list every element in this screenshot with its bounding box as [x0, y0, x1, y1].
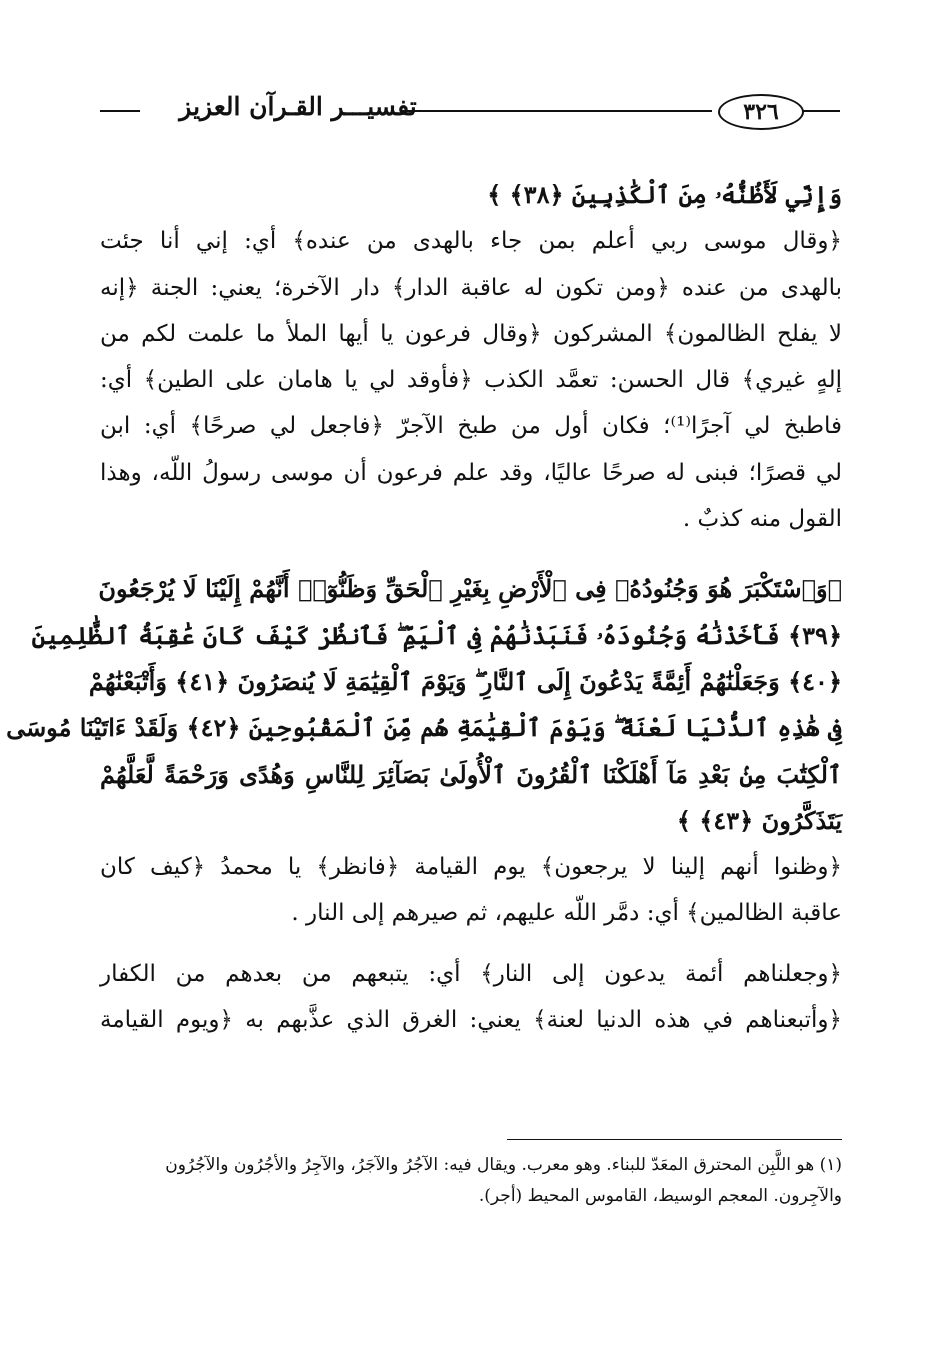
commentary-line: ﴿وقال موسى ربي أعلم بمن جاء بالهدى من عنده﴾ أي: إني أنا جئت — [100, 228, 842, 255]
commentary-line: بالهدى من عنده ﴿ومن تكون له عاقبة الدار﴾ دار الآخرة؛ يعني: الجنة ﴿إنه — [100, 274, 842, 301]
quran-verse-line: ﴿٣٩﴾ فَأَخَذْنَٰهُ وَجُنُودَهُۥ فَنَبَذْنَٰهُمْ فِى ٱلْيَمِّ ۖ فَٱنظُرْ كَيْفَ كَانَ عَٰقِبَةُ ٱلظَّٰلِمِينَ — [31, 620, 842, 650]
main-text — [6, 172, 843, 1043]
commentary-line: إلهٍ غيري﴾ قال الحسن: تعمَّد الكذب ﴿فأوقد لي يا هامان على الطين﴾ أي: — [100, 367, 842, 394]
quran-verse-line: ﴿وَٱسْتَكْبَرَ هُوَ وَجُنُودُهُۥ فِى ٱلْأَرْضِ بِغَيْرِ ٱلْحَقِّ وَظَنُّوٓا۟ أَنَّهُمْ إِلَيْنَا لَا يُرْجَعُونَ — [98, 574, 842, 604]
page-header — [100, 88, 840, 136]
footnote-separator — [507, 1139, 842, 1140]
header-rule-left — [100, 110, 140, 112]
commentary-line: لا يفلح الظالمون﴾ المشركون ﴿وقال فرعون يا أيها الملأ ما علمت لكم من — [100, 320, 842, 347]
quran-verse-line: وَإِنِّي لَأَظُنُّهُۥ مِنَ ٱلْكَٰذِبِينَ ﴿٣٨﴾ ﴾ — [487, 180, 842, 209]
quran-verse-line: فِى هَٰذِهِ ٱلدُّنْيَا لَعْنَةً ۖ وَيَوْمَ ٱلْقِيَٰمَةِ هُم مِّنَ ٱلْمَقْبُوحِينَ ﴿٤٢﴾ وَلَقَدْ ءَاتَيْنَا مُوسَى — [6, 713, 842, 743]
commentary-line: فاطبخ لي آجرًا⁽¹⁾؛ فكان أول من طبخ الآجرّ ﴿فاجعل لي صرحًا﴾ أي: ابن — [100, 413, 843, 440]
paragraph-gap — [100, 937, 842, 951]
running-title: تفسيـــر القـرآن العزيز — [179, 92, 417, 121]
header-rule-right — [802, 110, 840, 112]
commentary-line: لي قصرًا؛ فبنى له صرحًا عاليًا، وقد علم فرعون أن موسى رسولُ اللّه، وهذا — [100, 459, 842, 486]
quran-verse-line: ﴿٤٠﴾ وَجَعَلْنَٰهُمْ أَئِمَّةً يَدْعُونَ إِلَى ٱلنَّارِ ۖ وَيَوْمَ ٱلْقِيَٰمَةِ لَا يُنصَرُونَ ﴿٤١﴾ وَأَتْبَعْنَٰهُمْ — [88, 666, 842, 696]
commentary-line: ﴿وأتبعناهم في هذه الدنيا لعنة﴾ يعني: الغرق الذي عذَّبهم به ﴿ويوم القيامة — [100, 1007, 842, 1034]
paragraph-gap — [100, 542, 842, 566]
quran-verse-line: ٱلْكِتَٰبَ مِنۢ بَعْدِ مَآ أَهْلَكْنَا ٱلْقُرُونَ ٱلْأُولَىٰ بَصَآئِرَ لِلنَّاسِ وَهُدًى وَرَحْمَةً لَّعَلَّهُمْ — [100, 759, 842, 789]
footnote-line: (١) هو اللَّبِن المحترق المعَدّ للبناء. وهو معرب. ويقال فيه: الآجُرُ والآجَرُ، والآجِرُ والأجُرُون والآجُرُون — [165, 1155, 842, 1175]
footnotes — [100, 1150, 842, 1212]
footnote-line: والآجِرون. المعجم الوسيط، القاموس المحيط (أجر). — [478, 1186, 842, 1206]
commentary-line: عاقبة الظالمين﴾ أي: دمَّر اللّه عليهم، ثم صيرهم إلى النار . — [291, 900, 842, 927]
commentary-line: ﴿وجعلناهم أئمة يدعون إلى النار﴾ أي: يتبعهم من بعدهم من الكفار — [100, 960, 842, 987]
quran-verse-line: يَتَذَكَّرُونَ ﴿٤٣﴾ ﴾ — [676, 805, 842, 835]
commentary-line: ﴿وظنوا أنهم إلينا لا يرجعون﴾ يوم القيامة ﴿فانظر﴾ يا محمدُ ﴿كيف كان — [100, 854, 842, 881]
header-rule-middle — [400, 110, 712, 112]
commentary-line: القول منه كذبٌ . — [682, 506, 842, 533]
page-number: ٣٢٦ — [718, 94, 804, 130]
